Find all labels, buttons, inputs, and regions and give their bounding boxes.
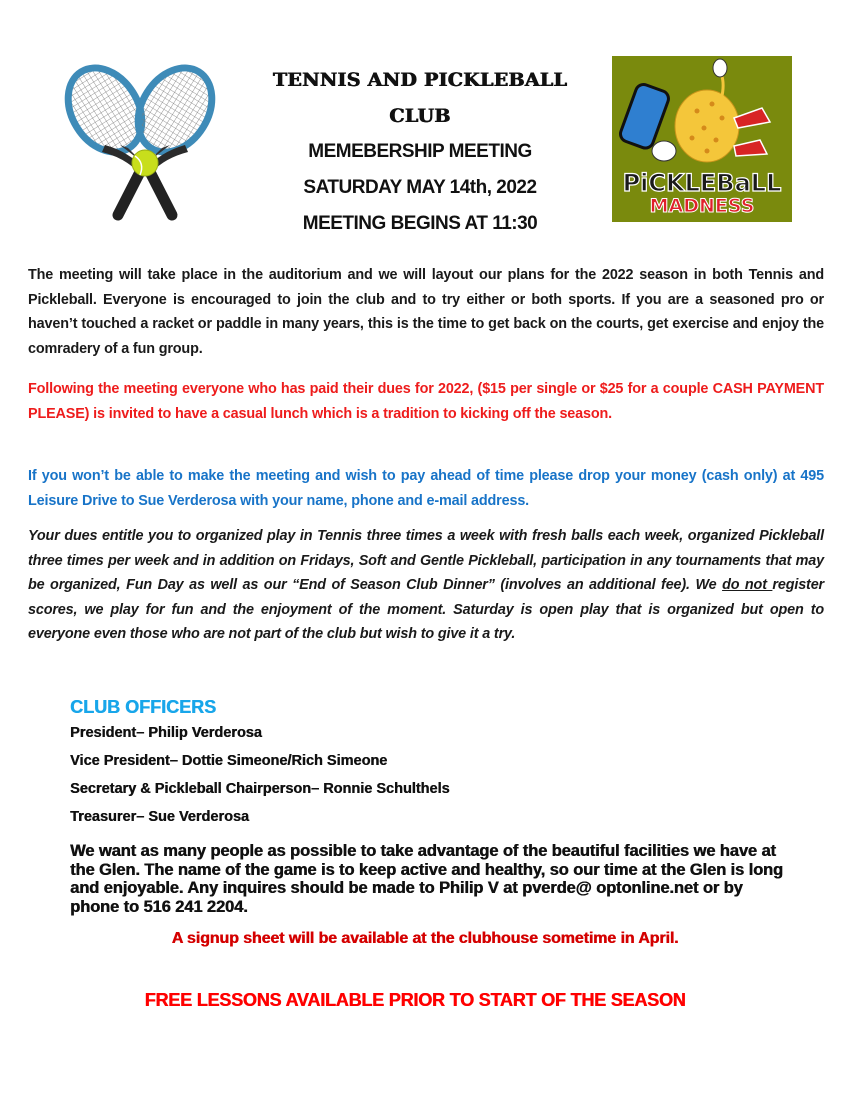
benefits-text-2: register scores, we play for fun and the enjoyment of the moment. Saturday is open play that is organized but open to everyone even those who are not part of the club but wish to give it a try. [28, 577, 824, 642]
meeting-time: MEETING BEGINS AT 11:30 [302, 213, 538, 234]
title-line-1: TENNIS AND PICKLEBALL [272, 69, 568, 91]
officer-president: President– Philip Verderosa [70, 725, 262, 741]
tennis-racquets-icon [50, 60, 240, 225]
meeting-subtitle: MEMEBERSHIP MEETING [308, 141, 532, 162]
title-line-2: CLUB [389, 105, 451, 127]
officer-vice-president: Vice President– Dottie Simeone/Rich Simeone [70, 753, 388, 769]
dues-paragraph: Following the meeting everyone who has paid their dues for 2022, ($15 per single or $25 for a couple CASH PAYMENT PLEASE) is invited to have a casual lunch which is a tradition to kicking off the season. [28, 381, 824, 422]
club-officers-section [70, 695, 790, 831]
closing-paragraph: We want as many people as possible to take advantage of the beautiful facilities we have at the Glen. The name of the game is to keep active and healthy, so our time at the Glen is long and enjoyable. Any inquires should be made to Philip V at pverde@ optonline.net or by phone to 516 241 2204. [70, 842, 783, 916]
pay-ahead-paragraph: If you won’t be able to make the meeting and wish to pay ahead of time please drop your money (cash only) at 495 Leisure Drive to Sue Verderosa with your name, phone and e-mail address. [28, 468, 824, 509]
madness-logo-text: MADNESS [649, 195, 755, 217]
signup-notice: A signup sheet will be available at the clubhouse sometime in April. [171, 930, 679, 947]
pickleball-madness-logo [612, 56, 792, 222]
officer-secretary: Secretary & Pickleball Chairperson– Ronnie Schulthels [70, 781, 450, 797]
free-lessons-banner: FREE LESSONS AVAILABLE PRIOR TO START OF THE SEASON [144, 990, 686, 1010]
officers-title: CLUB OFFICERS [70, 697, 216, 717]
officer-treasurer: Treasurer– Sue Verderosa [70, 809, 249, 825]
meeting-date: SATURDAY MAY 14th, 2022 [303, 177, 537, 198]
pickleball-logo-text: PiCKLEBaLL [622, 169, 782, 197]
header [240, 62, 600, 242]
benefits-underlined-text: do not [722, 577, 773, 593]
benefits-text-1: Your dues entitle you to organized play in Tennis three times a week with fresh balls each week, organized Pickleball three times per week and in addition on Fridays, Soft and Gentle Pickleball, participation in any tournaments that may be organized, Fun Day as well as our “End of Season Club Dinner” (involves an additional fee). We [28, 528, 824, 593]
benefits-paragraph [28, 524, 824, 647]
intro-paragraph: The meeting will take place in the auditorium and we will layout our plans for the 2022 season in both Tennis and Pickleball. Everyone is encouraged to join the club and to try either or both sports. If you are a seasoned pro or haven’t touched a racket or paddle in many years, this is the time to get back on the courts, get exercise and enjoy the comradery of a fun group. [28, 267, 824, 357]
